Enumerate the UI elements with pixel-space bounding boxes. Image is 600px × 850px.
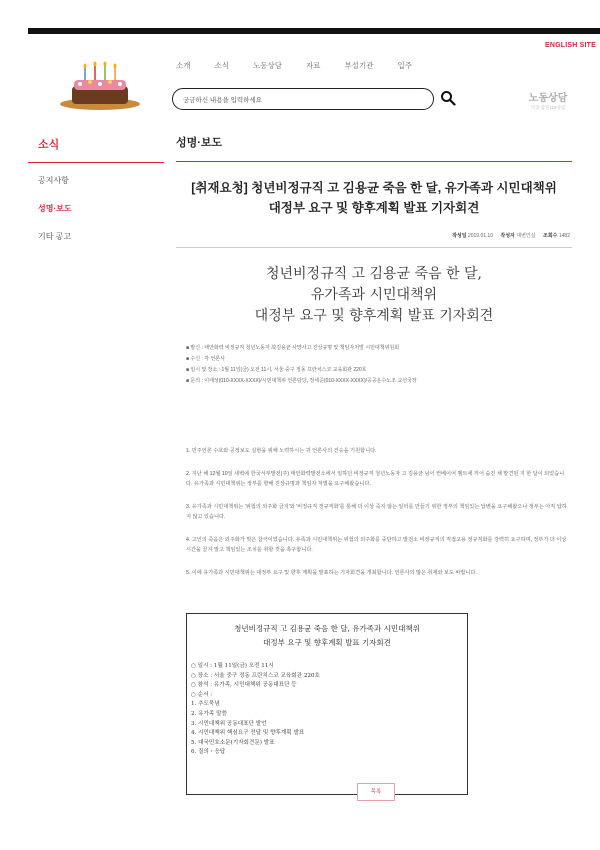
page-title-divider bbox=[176, 161, 572, 162]
sidebar-item-statements[interactable]: 성명·보도 bbox=[38, 204, 72, 213]
notice-line: 3. 시민대책위 공동대표단 발언 bbox=[191, 720, 267, 727]
global-nav bbox=[176, 60, 436, 71]
notice-line: ○ 장소 : 서울 중구 정동 프란치스코 교육회관 220호 bbox=[191, 672, 320, 679]
press-conference-notice bbox=[186, 613, 468, 795]
notice-line: 2. 유가족 말씀 bbox=[191, 710, 227, 717]
body-title-line1: 청년비정규직 고 김용균 죽음 한 달, bbox=[265, 266, 483, 282]
meta-date: 2019.01.10 bbox=[467, 233, 493, 239]
notice-title-line1: 청년비정규직 고 김용균 죽음 한 달, 유가족과 시민대책위 bbox=[234, 624, 420, 633]
paragraph: 4. 고인의 죽음은 외주화가 빚은 참극이었습니다. 유족과 시민대책위는 위험의 외주화를 중단하고 발전소 비정규직의 직접고용 정규직화를 강력히 요구하며, 정부가 더 이상 시간을 끌지 말고 책임있는 조치를 취할 것을 촉구합니다. bbox=[186, 537, 567, 553]
sidebar-item-notices[interactable]: 공지사항 bbox=[38, 176, 69, 185]
notice-line: 6. 질의・응답 bbox=[191, 749, 226, 756]
gnb-item-resources[interactable]: 자료 bbox=[305, 61, 321, 70]
body-title-line3: 대정부 요구 및 향후계획 발표 기자회견 bbox=[254, 308, 494, 324]
english-site-link[interactable]: ENGLISH SITE bbox=[544, 42, 596, 49]
gnb-item-intro[interactable]: 소개 bbox=[176, 61, 191, 70]
body-title-line2: 유가족과 시민대책위 bbox=[310, 287, 438, 303]
meta-views-label: 조회수 bbox=[542, 233, 558, 239]
info-item: ■ 일시 및 장소 : 1월 11일(금) 오전 11시, 서울 중구 정동 프란치스코 교육회관 220호 bbox=[186, 367, 367, 373]
sidebar-title: 소식 bbox=[38, 139, 60, 151]
meta-views: 1482 bbox=[558, 233, 570, 239]
page-title: 성명·보도 bbox=[176, 137, 223, 149]
body-title bbox=[196, 264, 552, 327]
notice-details bbox=[191, 662, 320, 758]
cake-logo-icon[interactable] bbox=[56, 60, 144, 112]
notice-line: 1. 추도묵념 bbox=[191, 701, 220, 708]
article-title-line1: [취재요청] 청년비정규직 고 김용균 죽음 한 달, 유가족과 시민대책위 bbox=[191, 181, 557, 195]
notice-line: ○ 참석 : 유가족, 시민대책위 공동대표단 등 bbox=[191, 682, 297, 689]
meta-date-label: 작성일 bbox=[452, 233, 467, 239]
labor-consult-subtitle: 직장 갑질119상담 bbox=[530, 105, 566, 110]
article-title bbox=[186, 178, 562, 218]
paragraph: 2. 지난 해 12월 10일 새벽에 한국서부발전(주) 태안화력발전소에서 일하던 비정규직 청년노동자 고 김용균 님이 컨베이어 벨트에 끼어 숨진 채 발견된 지 한 달이 되었습니다. 유가족과 시민대책위는 정부를 향해 진상규명과 책임자 처벌을 요구해왔습니다. bbox=[186, 471, 565, 487]
gnb-item-tenants[interactable]: 입주 bbox=[397, 61, 412, 70]
notice-line: 5. 대국민호소문(기자회견문) 발표 bbox=[191, 739, 275, 746]
labor-consult-link[interactable] bbox=[518, 89, 578, 111]
gnb-item-affiliates[interactable]: 부설기관 bbox=[344, 61, 374, 70]
search-icon[interactable] bbox=[440, 90, 456, 106]
notice-line: ○ 일시 : 1월 11일(금) 오전 11시 bbox=[191, 663, 274, 669]
meta-divider bbox=[176, 247, 572, 248]
notice-line: 4. 시민대책위 핵심요구 전달 및 향후계획 발표 bbox=[191, 730, 305, 737]
notice-line: ○ 순서 : bbox=[191, 691, 213, 698]
press-info-list bbox=[186, 343, 558, 387]
article-title-line2: 대정부 요구 및 향후계획 발표 기자회견 bbox=[268, 201, 480, 215]
notice-title bbox=[187, 622, 467, 650]
sidebar-menu bbox=[38, 176, 72, 260]
info-item: ■ 발신 : 태안화력 비정규직 청년노동자 故김용균 사망사고 진상규명 및 책임자처벌 시민대책위원회 bbox=[186, 345, 400, 351]
paragraph: 5. 이에 유가족과 시민대책위는 대정부 요구 및 향후 계획을 발표하는 기자회견을 개최합니다. 언론사의 많은 취재와 보도 바랍니다. bbox=[186, 570, 477, 576]
top-bar bbox=[28, 28, 600, 34]
info-item: ■ 수신 : 각 언론사 bbox=[186, 356, 225, 362]
labor-consult-title: 노동상담 bbox=[528, 93, 568, 104]
paragraph: 3. 유가족과 시민대책위는 '위험의 외주화 금지'와 '비정규직 정규직화'를 통해 더 이상 죽지 않는 일터를 만들기 위한 정부의 책임있는 답변을 요구해왔으나 정부는 아직 답하지 않고 있습니다. bbox=[186, 504, 567, 520]
gnb-item-labor-consult[interactable]: 노동상담 bbox=[253, 61, 282, 70]
article-paragraphs bbox=[186, 446, 570, 591]
gnb-item-news[interactable]: 소식 bbox=[214, 61, 229, 70]
meta-author: 대변인실 bbox=[516, 233, 536, 239]
search-input[interactable]: 궁금하신 내용을 입력하세요 bbox=[172, 88, 434, 110]
article-meta bbox=[446, 232, 570, 239]
list-button[interactable]: 목록 bbox=[357, 783, 395, 801]
info-item: ■ 문의 : 이태성(010-XXXX-XXXX)/시민대책위 언론담당, 정세준(010-XXXX-XXXX)/공공운수노조 교선국장 bbox=[186, 378, 417, 384]
notice-title-line2: 대정부 요구 및 향후계획 발표 기자회견 bbox=[263, 638, 391, 647]
meta-author-label: 작성자 bbox=[500, 233, 515, 239]
paragraph: 1. 민주언론 수호와 공정보도 실현을 위해 노력하시는 귀 언론사의 건승을 기원합니다. bbox=[186, 448, 377, 454]
sidebar-divider bbox=[28, 162, 164, 163]
sidebar-item-other-announcements[interactable]: 기타 공고 bbox=[38, 232, 72, 241]
